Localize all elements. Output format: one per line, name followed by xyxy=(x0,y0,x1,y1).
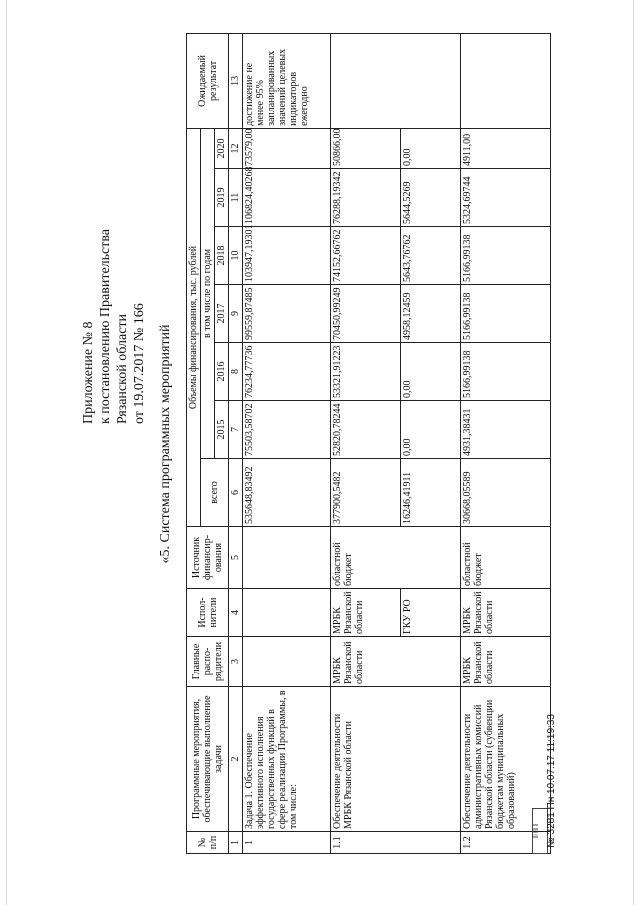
scan-edge-right xyxy=(633,0,634,905)
row-source: областной бюджет xyxy=(461,527,551,589)
rotated-page xyxy=(80,34,570,854)
row-y2018: 103947,19301 xyxy=(243,227,331,285)
header-source: Источник финансир-ования xyxy=(187,527,229,589)
colnum-6: 6 xyxy=(229,459,243,527)
header-line-2: к постановлению Правительства xyxy=(98,228,113,424)
column-number-row xyxy=(229,33,243,853)
colnum-7: 7 xyxy=(229,401,243,459)
colnum-1: 1 xyxy=(229,832,243,854)
colnum-12: 12 xyxy=(229,128,243,168)
colnum-5: 5 xyxy=(229,527,243,589)
row-y2017: 5166,99138 xyxy=(461,285,551,343)
row-num: 1.1 xyxy=(331,832,461,854)
row-y2015: 4931,38431 xyxy=(461,401,551,459)
row-y2017: 4958,12459 xyxy=(401,285,461,343)
colnum-8: 8 xyxy=(229,343,243,401)
registration-stamp: № 3281 Пн 10.07.17 11:19:33 xyxy=(546,714,557,848)
row-executor: МРБК Рязанской области xyxy=(461,589,551,637)
header-year-2019: 2019 xyxy=(215,169,229,227)
row-source: областной бюджет xyxy=(331,527,461,589)
row-result xyxy=(331,33,461,128)
row-y2019: 76288,19342 xyxy=(331,169,401,227)
table-row xyxy=(243,33,331,853)
row-y2016: 0,00 xyxy=(401,343,461,401)
row-executor: МРБК Рязанской области xyxy=(331,589,401,637)
header-managers: Главные распо-рядители xyxy=(187,637,229,687)
barcode-stamp: ||| |||| || xyxy=(532,808,548,854)
row-y2020: 4911,00 xyxy=(461,128,551,168)
colnum-9: 9 xyxy=(229,285,243,343)
header-num: № п/п xyxy=(187,832,229,854)
table-row xyxy=(331,33,401,853)
row-executor xyxy=(243,589,331,637)
row-total: 377900,5482 xyxy=(331,459,401,527)
row-executor: ГКУ РО xyxy=(401,589,461,637)
row-y2019: 5644,5269 xyxy=(401,169,461,227)
row-result xyxy=(461,33,551,128)
colnum-4: 4 xyxy=(229,589,243,637)
colnum-13: 13 xyxy=(229,33,243,128)
table-row xyxy=(461,33,551,853)
row-y2020: 0,00 xyxy=(401,128,461,168)
header-line-4: от 19.07.2017 № 166 xyxy=(132,303,147,424)
row-num: 1 xyxy=(243,832,331,854)
scan-edge-left xyxy=(6,0,7,905)
colnum-11: 11 xyxy=(229,169,243,227)
row-measure: Обеспечение деятельности МРБК Рязанской области xyxy=(331,687,461,832)
row-y2018: 74152,66762 xyxy=(331,227,401,285)
row-y2020: 50866,00 xyxy=(331,128,401,168)
header-line-1: Приложение № 8 xyxy=(81,321,96,424)
row-manager: МРБК Рязанской области xyxy=(331,637,461,687)
header-year-2016: 2016 xyxy=(215,343,229,401)
row-y2020: 73579,00 xyxy=(243,128,331,168)
header-volumes: Объемы финансирования, тыс. рублей xyxy=(187,128,201,526)
header-result: Ожидаемый результат xyxy=(187,33,229,128)
row-total: 535648,83492 xyxy=(243,459,331,527)
row-total: 30668,05589 xyxy=(461,459,551,527)
row-manager xyxy=(243,637,331,687)
header-year-2018: 2018 xyxy=(215,227,229,285)
row-measure: Задача 1. Обеспечение эффективного исполнения государственных функций в сфере реализации Программы, в том числе: xyxy=(243,687,331,832)
colnum-10: 10 xyxy=(229,227,243,285)
row-y2016: 5166,99138 xyxy=(461,343,551,401)
colnum-2: 2 xyxy=(229,687,243,832)
measures-table xyxy=(186,33,551,854)
header-executors: Испол-нители xyxy=(187,589,229,637)
row-y2018: 5643,76762 xyxy=(401,227,461,285)
header-line-3: Рязанской области xyxy=(115,313,130,424)
header-year-2017: 2017 xyxy=(215,285,229,343)
row-y2015: 0,00 xyxy=(401,401,461,459)
header-year-2015: 2015 xyxy=(215,401,229,459)
row-y2015: 75503,58702 xyxy=(243,401,331,459)
header-total: всего xyxy=(201,459,229,527)
row-y2016: 53321,91223 xyxy=(331,343,401,401)
row-y2018: 5166,99138 xyxy=(461,227,551,285)
row-manager: МРБК Рязанской области xyxy=(461,637,551,687)
row-y2016: 76234,77736 xyxy=(243,343,331,401)
row-total: 16246,41911 xyxy=(401,459,461,527)
row-y2019: 106824,40268 xyxy=(243,169,331,227)
section-title: «5. Система программных мероприятий xyxy=(158,324,173,564)
header-year-2020: 2020 xyxy=(215,128,229,168)
approval-header xyxy=(80,44,148,424)
row-measure: Обеспечение деятельности административных комиссий Рязанской области (субвенции бюджетам муниципальных образований) xyxy=(461,687,551,832)
row-source xyxy=(243,527,331,589)
header-measures: Программные мероприятия, обеспечивающие выполнение задачи xyxy=(187,687,229,832)
row-y2015: 52820,78244 xyxy=(331,401,401,459)
row-y2017: 70450,99249 xyxy=(331,285,401,343)
row-y2017: 99559,87485 xyxy=(243,285,331,343)
header-by-year: в том числе по годам xyxy=(201,128,215,458)
row-num: 1.2 xyxy=(461,832,551,854)
row-result: достижение не менее 95% запланированных значений целевых индикаторов ежегодно xyxy=(243,33,331,128)
colnum-3: 3 xyxy=(229,637,243,687)
row-y2019: 5324,69744 xyxy=(461,169,551,227)
